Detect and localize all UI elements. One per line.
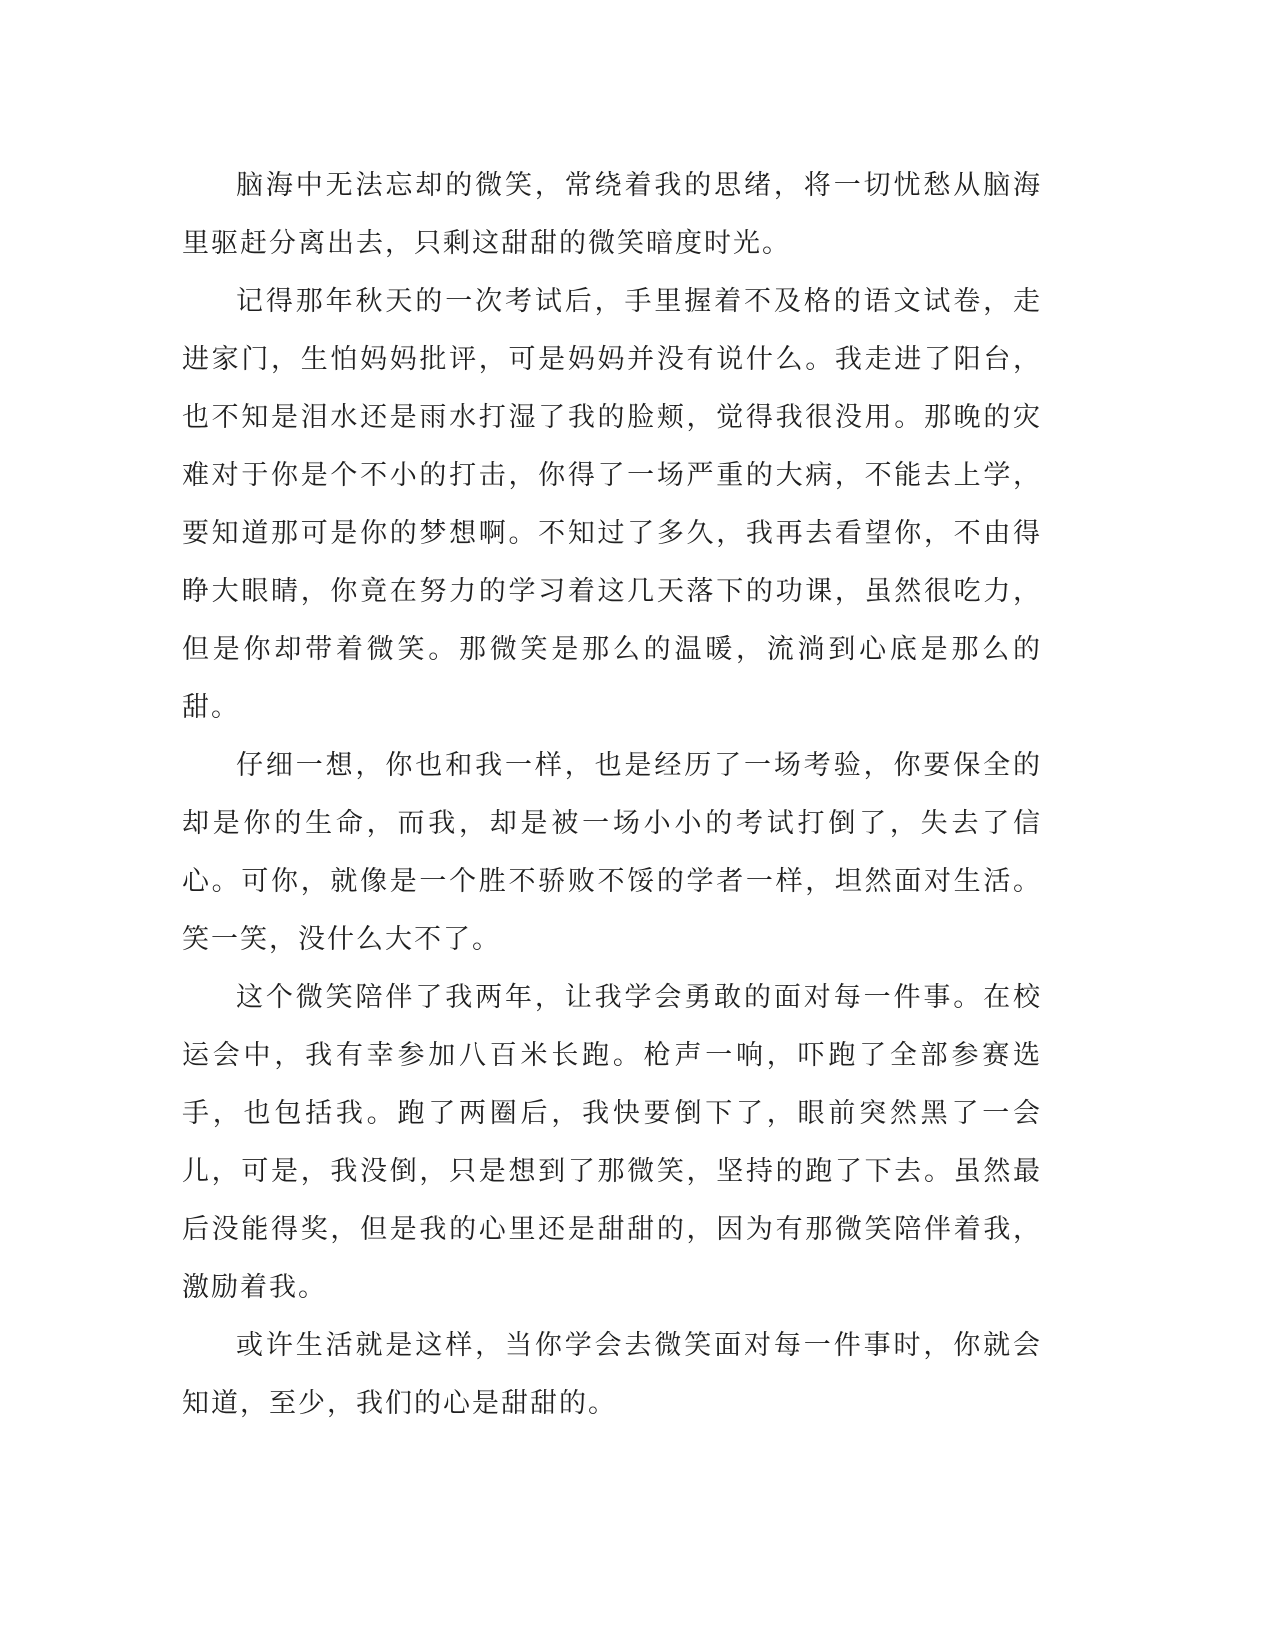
paragraph-3: 仔细一想，你也和我一样，也是经历了一场考验，你要保全的却是你的生命，而我，却是被一场小小的考试打倒了，失去了信心。可你，就像是一个胜不骄败不馁的学者一样，坦然面对生活。笑一笑，没什么大不了。 bbox=[182, 750, 1042, 955]
paragraph-5: 或许生活就是这样，当你学会去微笑面对每一件事时，你就会知道，至少，我们的心是甜甜的。 bbox=[182, 1330, 1042, 1419]
paragraph-4: 这个微笑陪伴了我两年，让我学会勇敢的面对每一件事。在校运会中，我有幸参加八百米长跑。枪声一响，吓跑了全部参赛选手，也包括我。跑了两圈后，我快要倒下了，眼前突然黑了一会儿，可是，我没倒，只是想到了那微笑，坚持的跑了下去。虽然最后没能得奖，但是我的心里还是甜甜的，因为有那微笑陪伴着我，激励着我。 bbox=[182, 982, 1042, 1303]
paragraph-2: 记得那年秋天的一次考试后，手里握着不及格的语文试卷，走进家门，生怕妈妈批评，可是妈妈并没有说什么。我走进了阳台，也不知是泪水还是雨水打湿了我的脸颊，觉得我很没用。那晚的灾难对于你是个不小的打击，你得了一场严重的大病，不能去上学，要知道那可是你的梦想啊。不知过了多久，我再去看望你，不由得睁大眼睛，你竟在努力的学习着这几天落下的功课，虽然很吃力，但是你却带着微笑。那微笑是那么的温暖，流淌到心底是那么的甜。 bbox=[182, 286, 1042, 723]
essay-body bbox=[182, 157, 1042, 1433]
paragraph-1: 脑海中无法忘却的微笑，常绕着我的思绪，将一切忧愁从脑海里驱赶分离出去，只剩这甜甜的微笑暗度时光。 bbox=[182, 170, 1042, 259]
